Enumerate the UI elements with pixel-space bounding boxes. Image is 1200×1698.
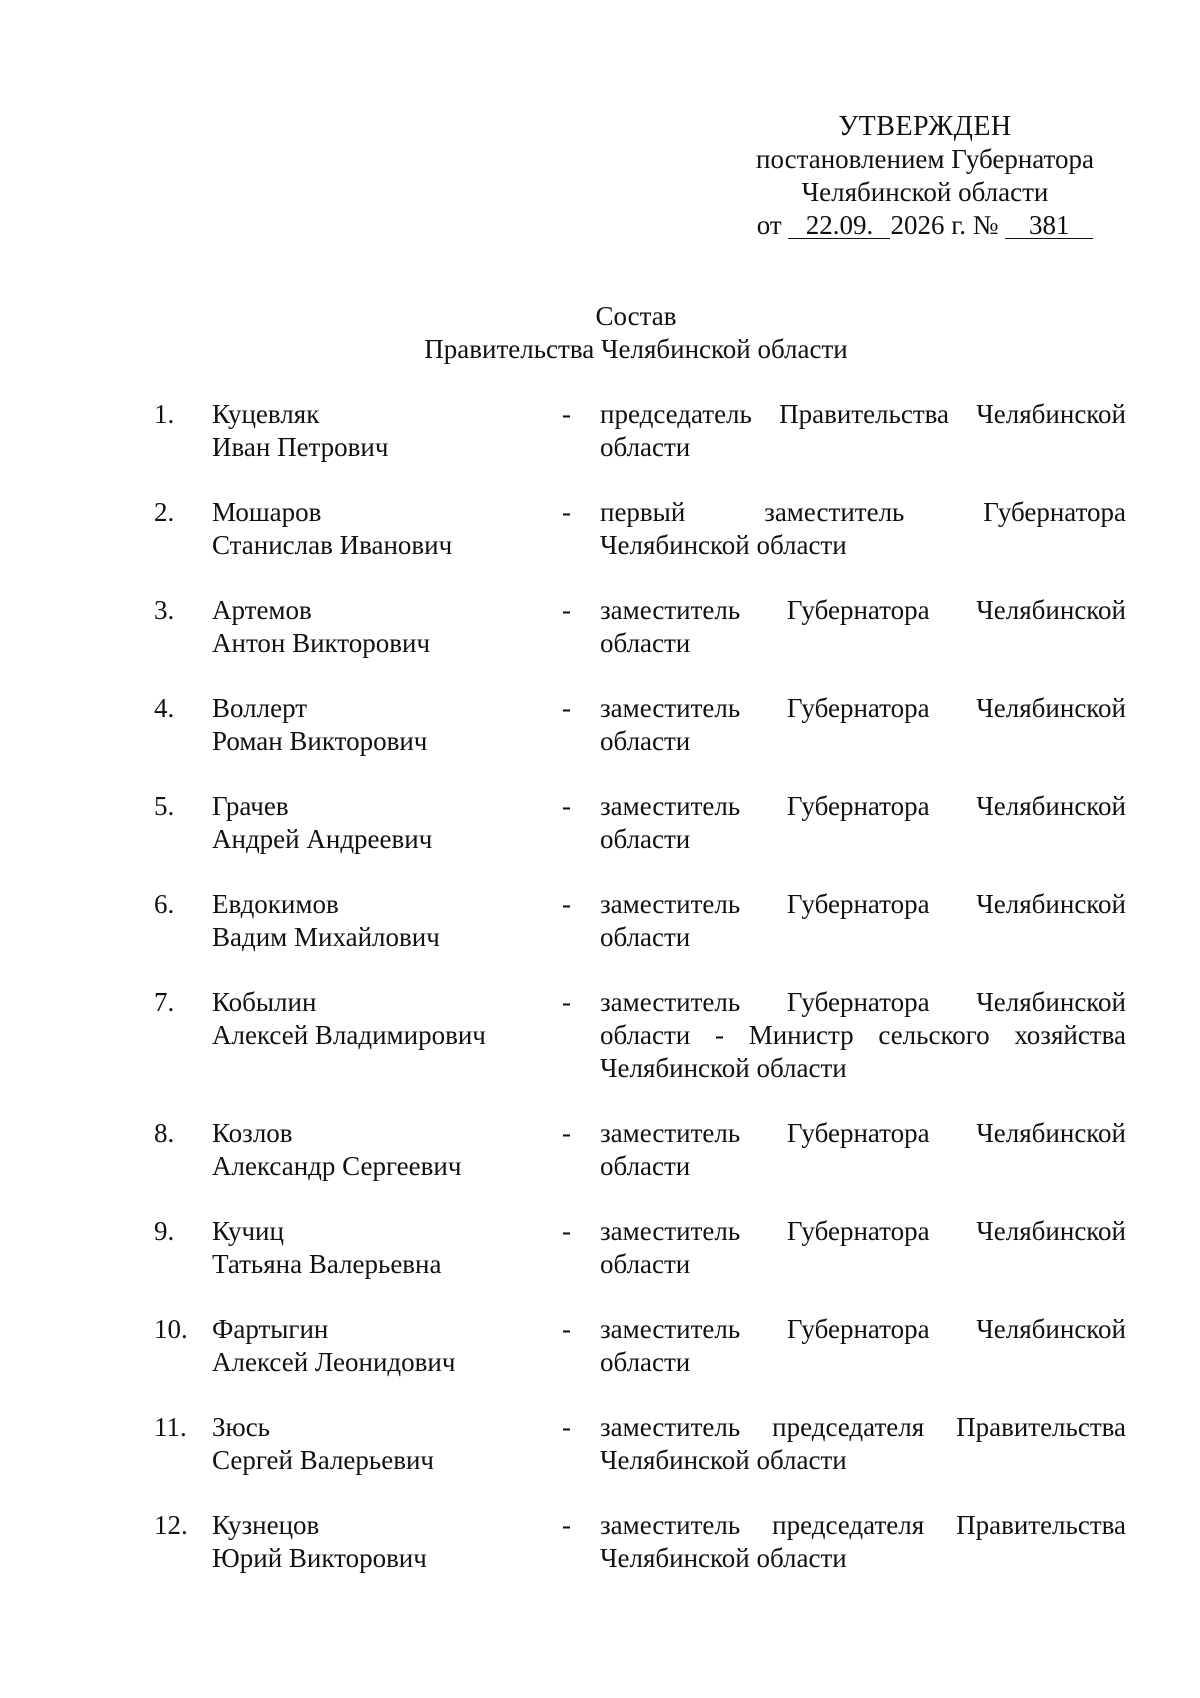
member-given-names: Алексей Владимирович [212, 1020, 486, 1050]
member-given-names: Юрий Викторович [212, 1543, 427, 1573]
number-sign: № [972, 210, 999, 240]
member-given-names: Станислав Иванович [212, 530, 453, 560]
member-row [0, 790, 1200, 888]
member-row [0, 888, 1200, 986]
member-name [212, 496, 452, 562]
member-name [212, 594, 430, 660]
member-number: 8. [154, 1118, 175, 1148]
member-surname: Кучиц [212, 1216, 284, 1246]
member-position: заместитель Губернатора Челябинской области [600, 595, 1126, 658]
member-position: заместитель Губернатора Челябинской области [600, 1118, 1126, 1181]
member-surname: Воллерт [212, 693, 308, 723]
approval-stamp: УТВЕРЖДЕН [838, 111, 1012, 142]
approval-line-1: постановлением Губернатора [756, 144, 1094, 174]
member-number: 1. [154, 399, 175, 429]
member-given-names: Сергей Валерьевич [212, 1445, 434, 1475]
members-list [0, 398, 1200, 1607]
member-row [0, 1215, 1200, 1313]
member-given-names: Александр Сергеевич [212, 1151, 462, 1181]
approval-year: 2026 г. [890, 210, 966, 240]
member-position: заместитель председателя Правительства Челябинской области [600, 1510, 1126, 1573]
member-name [212, 986, 486, 1052]
member-given-names: Антон Викторович [212, 628, 431, 658]
member-dash: - [562, 1412, 571, 1442]
approval-date: 22.09. [788, 212, 890, 239]
member-position: заместитель председателя Правительства Челябинской области [600, 1412, 1126, 1475]
member-surname: Козлов [212, 1118, 293, 1148]
approval-date-line [740, 209, 1110, 242]
from-label: от [756, 210, 782, 240]
member-row [0, 1411, 1200, 1509]
member-row [0, 1117, 1200, 1215]
member-number: 2. [154, 497, 175, 527]
member-dash: - [562, 889, 571, 919]
member-given-names: Алексей Леонидович [212, 1347, 456, 1377]
title-line-2: Правительства Челябинской области [424, 334, 848, 364]
document-title [300, 300, 972, 366]
member-surname: Грачев [212, 791, 289, 821]
member-row [0, 1509, 1200, 1607]
approval-block [740, 110, 1110, 242]
member-number: 6. [154, 889, 175, 919]
member-row [0, 398, 1200, 496]
member-surname: Зюсь [212, 1412, 270, 1442]
member-given-names: Татьяна Валерьевна [212, 1249, 442, 1279]
member-number: 3. [154, 595, 175, 625]
member-number: 5. [154, 791, 175, 821]
member-position: заместитель Губернатора Челябинской области [600, 1216, 1126, 1279]
member-position: заместитель Губернатора Челябинской области [600, 791, 1126, 854]
member-position: заместитель Губернатора Челябинской области [600, 1314, 1126, 1377]
member-row [0, 986, 1200, 1117]
member-surname: Куцевляк [212, 399, 320, 429]
approval-number: 381 [1005, 212, 1093, 239]
member-row [0, 692, 1200, 790]
member-row [0, 496, 1200, 594]
member-dash: - [562, 1118, 571, 1148]
member-number: 4. [154, 693, 175, 723]
member-position: первый заместитель Губернатора Челябинской области [600, 497, 1126, 560]
member-row [0, 1313, 1200, 1411]
member-dash: - [562, 595, 571, 625]
member-name [212, 398, 388, 464]
member-name [212, 1411, 434, 1477]
member-name [212, 1313, 455, 1379]
member-given-names: Роман Викторович [212, 726, 428, 756]
member-number: 11. [154, 1412, 187, 1442]
member-given-names: Андрей Андреевич [212, 824, 433, 854]
member-dash: - [562, 497, 571, 527]
member-dash: - [562, 1510, 571, 1540]
member-surname: Фартыгин [212, 1314, 329, 1344]
member-surname: Евдокимов [212, 889, 339, 919]
member-dash: - [562, 1314, 571, 1344]
member-number: 9. [154, 1216, 175, 1246]
member-surname: Кобылин [212, 987, 317, 1017]
member-dash: - [562, 791, 571, 821]
member-surname: Артемов [212, 595, 312, 625]
member-dash: - [562, 399, 571, 429]
member-given-names: Вадим Михайлович [212, 922, 440, 952]
member-name [212, 790, 432, 856]
member-name [212, 1117, 461, 1183]
member-surname: Кузнецов [212, 1510, 320, 1540]
member-name [212, 1509, 427, 1575]
member-position: заместитель Губернатора Челябинской области [600, 693, 1126, 756]
approval-line-2: Челябинской области [801, 177, 1049, 207]
member-given-names: Иван Петрович [212, 432, 389, 462]
member-dash: - [562, 987, 571, 1017]
member-position: председатель Правительства Челябинской области [600, 399, 1126, 462]
member-position: заместитель Губернатора Челябинской области - Министр сельского хозяйства Челябинской области [600, 987, 1126, 1083]
member-dash: - [562, 693, 571, 723]
title-line-1: Состав [595, 301, 677, 331]
member-name [212, 888, 440, 954]
member-name [212, 1215, 442, 1281]
member-number: 7. [154, 987, 175, 1017]
member-number: 10. [154, 1314, 188, 1344]
member-number: 12. [154, 1510, 188, 1540]
member-surname: Мошаров [212, 497, 322, 527]
member-position: заместитель Губернатора Челябинской области [600, 889, 1126, 952]
member-row [0, 594, 1200, 692]
member-dash: - [562, 1216, 571, 1246]
member-name [212, 692, 427, 758]
